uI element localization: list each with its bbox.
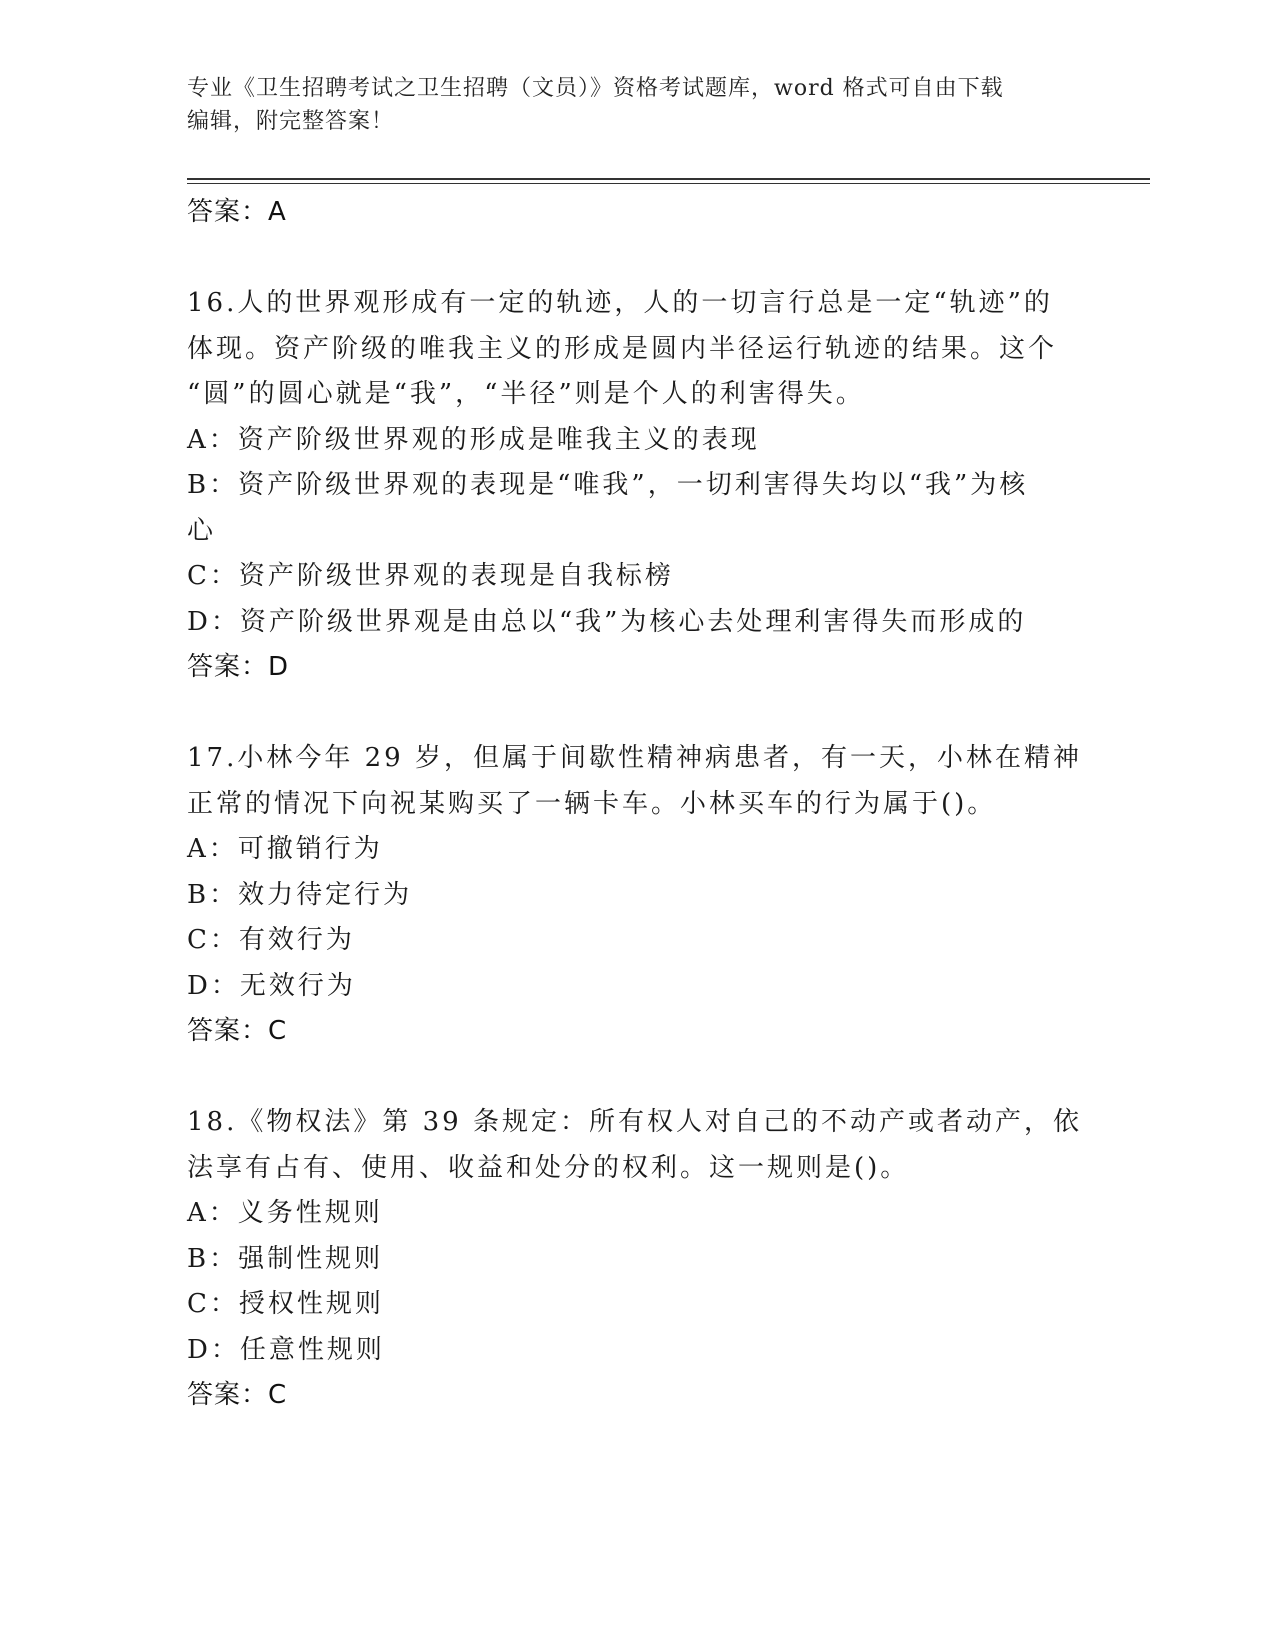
header-title-line-2: 编辑，附完整答案！ [187, 109, 395, 134]
header-title-line-1: 专业《卫生招聘考试之卫生招聘（文员）》资格考试题库，word 格式可自由下载 [187, 76, 1004, 101]
option-d: D：资产阶级世界观是由总以“我”为核心去处理利害得失而形成的 [187, 606, 1027, 637]
option-a: A：可撤销行为 [187, 834, 383, 864]
option-c: C：资产阶级世界观的表现是自我标榜 [187, 561, 674, 591]
option-b: B：强制性规则 [187, 1243, 384, 1274]
option-d: D：无效行为 [187, 970, 356, 1001]
page-header [187, 72, 1067, 138]
previous-answer: 答案：A [187, 197, 287, 227]
option-c: C：授权性规则 [187, 1289, 384, 1319]
question-list [187, 190, 1087, 1419]
header-divider-thin [187, 183, 1150, 184]
question-stem-line: 体现。资产阶级的唯我主义的形成是圆内半径运行轨迹的结果。这个 [187, 333, 1058, 364]
option-a: A：义务性规则 [187, 1198, 383, 1228]
option-c: C：有效行为 [187, 925, 355, 955]
question-stem-line: 18.《物权法》第 39 条规定：所有权人对自己的不动产或者动产，依 [187, 1107, 1082, 1137]
option-a: A：资产阶级世界观的形成是唯我主义的表现 [187, 424, 760, 455]
question-stem-line: 法享有占有、使用、收益和处分的权利。这一规则是()。 [187, 1152, 910, 1183]
spacer [187, 691, 1087, 737]
question-stem-line: 16.人的世界观形成有一定的轨迹，人的一切言行总是一定“轨迹”的 [187, 288, 1053, 318]
question-stem-line: “圆”的圆心就是“我”，“半径”则是个人的利害得失。 [187, 379, 865, 409]
question-stem-line: 17.小林今年 29 岁，但属于间歇性精神病患者，有一天，小林在精神 [187, 743, 1082, 773]
question-16 [187, 281, 1087, 691]
option-b: B：资产阶级世界观的表现是“唯我”，一切利害得失均以“我”为核 [187, 470, 1029, 500]
question-17 [187, 736, 1087, 1055]
answer-label: 答案：D [187, 652, 290, 682]
option-b: B：效力待定行为 [187, 879, 413, 910]
spacer [187, 236, 1087, 282]
header-divider-thick [187, 178, 1150, 180]
option-b-continued: 心 [187, 515, 217, 546]
spacer [187, 1055, 1087, 1101]
question-stem-line: 正常的情况下向祝某购买了一辆卡车。小林买车的行为属于()。 [187, 788, 997, 819]
answer-label: 答案：C [187, 1380, 288, 1410]
option-d: D：任意性规则 [187, 1334, 385, 1365]
question-18 [187, 1100, 1087, 1419]
answer-label: 答案：C [187, 1016, 288, 1046]
